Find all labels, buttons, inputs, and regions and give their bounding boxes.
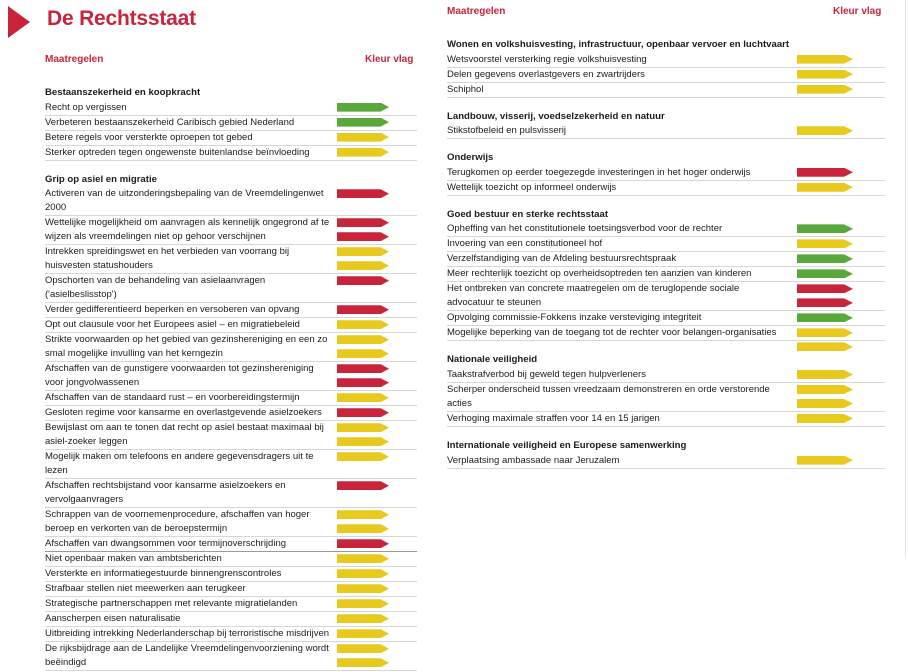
flag-arrow-yellow (797, 126, 853, 135)
flag-cell (337, 318, 417, 334)
flag-arrow-green (797, 254, 853, 263)
triangle-play-icon (8, 6, 30, 38)
flag-cell (337, 450, 417, 466)
flag-cell (337, 552, 417, 568)
measure-row (45, 318, 417, 333)
flag-arrow-yellow (337, 148, 389, 157)
flag-arrow-red (337, 481, 389, 490)
page-title: De Rechtsstaat (47, 7, 196, 30)
flag-arrow-red (337, 276, 389, 285)
flag-arrow-red (337, 364, 389, 373)
section-title: Onderwijs (447, 152, 494, 164)
measure-label: Het ontbreken van concrete maatregelen om de teruglopende sociale advocatuur te steunen (447, 283, 740, 309)
measure-row (45, 391, 417, 406)
measure-row (447, 83, 885, 98)
flag-arrow-yellow (337, 452, 389, 461)
flag-arrow-yellow (337, 614, 389, 623)
measure-label: Schiphol (447, 83, 484, 95)
measure-label: Afschaffen van de standaard rust – en voorbereidingstermijn (45, 392, 300, 404)
measure-label: Verplaatsing ambassade naar Jeruzalem (447, 454, 620, 466)
measure-row (45, 406, 417, 421)
flag-column-header: Kleur vlag (833, 6, 882, 17)
measure-row (45, 479, 417, 508)
flag-cell (337, 333, 417, 363)
measure-label: Verder gedifferentieerd beperken en versoberen van opvang (45, 304, 300, 316)
flag-arrow-yellow (337, 524, 389, 533)
measure-row (45, 116, 417, 131)
measure-row (447, 124, 885, 139)
flag-arrow-yellow (337, 599, 389, 608)
flag-cell (337, 216, 417, 246)
flag-cell (797, 267, 885, 283)
measure-row (45, 537, 417, 552)
flag-cell (337, 612, 417, 628)
flag-arrow-yellow (797, 399, 853, 408)
flag-arrow-yellow (337, 423, 389, 432)
measure-label: De rijksbijdrage aan de Landelijke Vreemdelingenvoorziening wordt beëindigd (45, 643, 329, 669)
measure-label: Sterker optreden tegen ongewenste buitenlandse beïnvloeding (45, 146, 310, 158)
flag-arrow-yellow (797, 55, 853, 64)
flag-arrow-green (797, 224, 853, 233)
flag-cell (337, 101, 417, 117)
measure-section (447, 353, 885, 427)
measure-row (45, 187, 417, 216)
flag-arrow-yellow (797, 385, 853, 394)
measure-label: Opschorten van de behandeling van asielaanvragen ('asielbeslisstop') (45, 275, 266, 301)
flag-arrow-yellow (337, 629, 389, 638)
flag-arrow-yellow (337, 437, 389, 446)
measure-label: Taakstrafverbod bij geweld tegen hulpverleners (447, 368, 646, 380)
section-title: Goed bestuur en sterke rechtsstaat (447, 208, 609, 220)
flag-cell (337, 582, 417, 598)
measure-section (447, 38, 885, 98)
flag-arrow-red (337, 305, 389, 314)
flag-arrow-yellow (337, 320, 389, 329)
flag-arrow-red (797, 168, 853, 177)
document-header (0, 0, 430, 44)
flag-cell (337, 146, 417, 162)
measure-row (447, 326, 885, 341)
flag-arrow-yellow (337, 584, 389, 593)
measure-row (447, 311, 885, 326)
measure-row (45, 216, 417, 245)
measure-row (447, 267, 885, 282)
section-title: Wonen en volkshuisvesting, infrastructuur, openbaar vervoer en luchtvaart (447, 39, 790, 50)
flag-arrow-yellow (337, 510, 389, 519)
flag-cell (337, 274, 417, 290)
measure-label: Mogelijke beperking van de toegang tot de rechter voor belangen-organisaties (447, 327, 777, 339)
measure-section (45, 86, 417, 161)
flag-arrow-yellow (337, 658, 389, 667)
column-header (45, 48, 417, 74)
flag-cell (337, 479, 417, 495)
flag-cell (797, 454, 885, 470)
measure-row (45, 597, 417, 612)
section-title: Nationale veiligheid (447, 354, 538, 366)
flag-arrow-red (337, 539, 389, 548)
column-right (447, 0, 885, 469)
measure-label: Meer rechterlijk toezicht op overheidsoptreden ten aanzien van kinderen (447, 268, 752, 280)
flag-arrow-red (337, 189, 389, 198)
flag-arrow-yellow (797, 414, 853, 423)
measure-label: Versterkte en informatiegestuurde binnengrenscontroles (45, 568, 282, 580)
measures-column-header: Maatregelen (45, 54, 104, 65)
measure-row (45, 362, 417, 391)
flag-arrow-yellow (797, 328, 853, 337)
measure-row (447, 166, 885, 181)
section-title: Grip op asiel en migratie (45, 173, 157, 185)
measure-label: Gesloten regime voor kansarme en overlastgevende asielzoekers (45, 407, 322, 419)
measure-label: Recht op vergissen (45, 101, 127, 113)
measure-row (45, 333, 417, 362)
flag-cell (337, 362, 417, 392)
right-edge-divider (905, 0, 906, 556)
flag-arrow-yellow (797, 85, 853, 94)
measure-row (45, 131, 417, 146)
flag-cell (797, 368, 885, 384)
measure-label: Betere regels voor versterkte oproepen tot gebed (45, 131, 253, 143)
measure-row (447, 181, 885, 196)
section-title: Internationale veiligheid en Europese samenwerking (447, 439, 687, 451)
measure-label: Scherper onderscheid tussen vreedzaam demonstreren en orde verstorende acties (447, 383, 770, 409)
flag-arrow-red (337, 232, 389, 241)
measure-row (45, 303, 417, 318)
measure-row (45, 450, 417, 479)
flag-arrow-yellow (337, 349, 389, 358)
flag-cell (337, 303, 417, 319)
measure-label: Opheffing van het constitutionele toetsingsverbod voor de rechter (447, 223, 723, 235)
flag-cell (797, 412, 885, 428)
flag-cell (797, 311, 885, 327)
flag-cell (797, 252, 885, 268)
bottom-divider (45, 551, 417, 552)
measure-section (447, 208, 885, 342)
flag-arrow-green (797, 313, 853, 322)
measure-section (447, 151, 885, 196)
section-title: Landbouw, visserij, voedselzekerheid en natuur (447, 110, 665, 122)
measure-row (45, 421, 417, 450)
flag-cell (337, 508, 417, 538)
flag-arrow-yellow (337, 261, 389, 270)
measure-label: Strikte voorwaarden op het gebied van gezinshereniging en een zo smal mogelijke invulling van het kerngezin (45, 334, 328, 360)
flag-cell (337, 597, 417, 613)
measure-label: Schrappen van de voornemenprocedure, afschaffen van hoger beroep en verkorten van de beroepstermijn (45, 509, 310, 535)
measure-label: Opvolging commissie-Fokkens inzake versteviging integriteit (447, 312, 702, 324)
flag-cell (797, 383, 885, 413)
flag-arrow-yellow (337, 569, 389, 578)
flag-column-header: Kleur vlag (365, 54, 414, 65)
flag-arrow-yellow (797, 239, 853, 248)
flag-cell (337, 406, 417, 422)
flag-arrow-green (337, 118, 389, 127)
measure-row (45, 567, 417, 582)
measures-column-header: Maatregelen (447, 6, 506, 17)
flag-cell (797, 68, 885, 84)
measure-label: Afschaffen van dwangsommen voor termijnoverschrijding (45, 538, 287, 550)
measure-label: Wettelijk toezicht op informeel onderwijs (447, 181, 617, 193)
measure-row (447, 383, 885, 412)
flag-arrow-yellow (797, 70, 853, 79)
flag-cell (797, 181, 885, 197)
flag-arrow-yellow (337, 393, 389, 402)
flag-cell (337, 567, 417, 583)
flag-cell (337, 245, 417, 275)
measure-section (45, 173, 417, 672)
measure-label: Activeren van de uitzonderingsbepaling van de Vreemdelingenwet 2000 (45, 188, 324, 214)
flag-arrow-green (337, 103, 389, 112)
flag-cell (797, 53, 885, 69)
flag-cell (337, 187, 417, 203)
flag-arrow-red (337, 218, 389, 227)
flag-arrow-yellow (797, 370, 853, 379)
flag-arrow-red (337, 408, 389, 417)
measure-label: Aanscherpen eisen naturalisatie (45, 613, 181, 625)
flag-arrow-yellow (337, 133, 389, 142)
measure-row (45, 508, 417, 537)
flag-arrow-red (337, 378, 389, 387)
measure-row (447, 237, 885, 252)
flag-cell (797, 282, 885, 312)
measure-label: Verbeteren bestaanszekerheid Caribisch gebied Nederland (45, 116, 295, 128)
measure-row (45, 582, 417, 597)
measure-section (447, 439, 885, 469)
measure-row (45, 101, 417, 116)
flag-cell (797, 237, 885, 253)
measure-row (45, 245, 417, 274)
measure-row (45, 552, 417, 567)
flag-arrow-yellow (797, 183, 853, 192)
measure-row (447, 68, 885, 83)
measure-row (447, 252, 885, 267)
flag-arrow-yellow (337, 644, 389, 653)
measure-label: Verhoging maximale straffen voor 14 en 15 jarigen (447, 412, 660, 424)
measure-label: Strategische partnerschappen met relevante migratielanden (45, 598, 298, 610)
measure-label: Wetsvoorstel versterking regie volkshuisvesting (447, 53, 647, 65)
measure-label: Delen gegevens overlastgevers en zwartrijders (447, 68, 645, 80)
measure-row (447, 454, 885, 469)
measure-label: Stikstofbeleid en pulsvisserij (447, 125, 567, 137)
measure-row (45, 642, 417, 671)
measure-label: Bewijslast om aan te tonen dat recht op asiel bestaat maximaal bij asiel-zoeker leggen (45, 422, 324, 448)
flag-cell (797, 326, 885, 356)
measure-row (447, 53, 885, 68)
flag-arrow-yellow (337, 247, 389, 256)
measure-label: Mogelijk maken om telefoons en andere gegevensdragers uit te lezen (45, 451, 314, 477)
measure-row (447, 222, 885, 237)
measure-label: Intrekken spreidingswet en het verbieden van voorrang bij huisvesten statushouders (45, 246, 290, 272)
measure-label: Afschaffen van de gunstigere voorwaarden tot gezinshereniging voor jongvolwassenen (45, 363, 314, 389)
flag-cell (797, 222, 885, 238)
measure-label: Uitbreiding intrekking Nederlanderschap bij terroristische misdrijven (45, 628, 330, 640)
measure-label: Niet openbaar maken van ambtsberichten (45, 553, 222, 565)
flag-cell (797, 166, 885, 182)
flag-arrow-red (797, 284, 853, 293)
measure-row (45, 274, 417, 303)
measure-row (447, 368, 885, 383)
flag-cell (797, 83, 885, 99)
measure-label: Opt out clausule voor het Europees asiel – en migratiebeleid (45, 319, 300, 331)
flag-cell (337, 116, 417, 132)
flag-arrow-yellow (797, 342, 853, 351)
measure-row (447, 412, 885, 427)
column-left (45, 48, 417, 671)
measure-section (447, 110, 885, 140)
measure-label: Strafbaar stellen niet meewerken aan terugkeer (45, 583, 246, 595)
measure-label: Afschaffen rechtsbijstand voor kansarme asielzoekers en vervolgaanvragers (45, 480, 286, 506)
measure-label: Invoering van een constitutioneel hof (447, 238, 603, 250)
flag-arrow-yellow (337, 335, 389, 344)
measure-row (45, 612, 417, 627)
flag-cell (337, 421, 417, 451)
measure-label: Terugkomen op eerder toegezegde investeringen in het hoger onderwijs (447, 166, 751, 178)
flag-cell (337, 642, 417, 672)
flag-cell (337, 131, 417, 147)
flag-cell (337, 391, 417, 407)
measure-label: Wettelijke mogelijkheid om aanvragen als kennelijk ongegrond af te wijzen als vreemdelingen niet op gehoor verschijnen (45, 217, 330, 243)
flag-arrow-green (797, 269, 853, 278)
flag-cell (337, 627, 417, 643)
flag-arrow-yellow (797, 456, 853, 465)
column-header (447, 0, 885, 26)
measure-row (45, 146, 417, 161)
measure-row (45, 627, 417, 642)
section-title: Bestaanszekerheid en koopkracht (45, 87, 201, 98)
flag-arrow-red (797, 298, 853, 307)
measure-label: Verzelfstandiging van de Afdeling bestuursrechtspraak (447, 253, 677, 265)
measure-row (447, 282, 885, 311)
flag-cell (797, 124, 885, 140)
